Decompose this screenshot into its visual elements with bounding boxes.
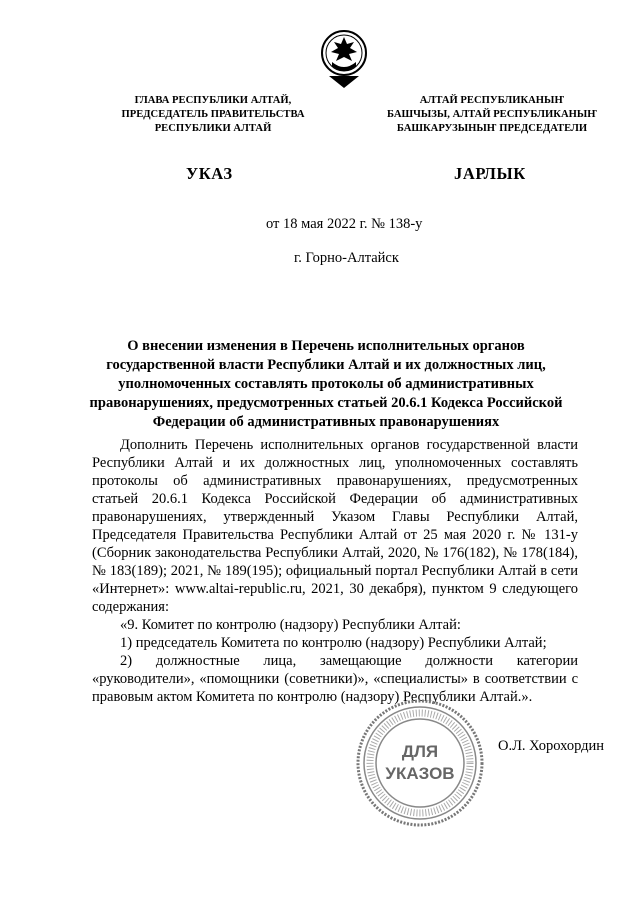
body-paragraph: 2) должностные лица, замещающие должности категории «руководители», «помощники (советники)», «специалисты» в соответствии с правовым актом Комитета по контролю (надзору) Республики Алтай.». [92, 653, 578, 705]
stamp-seal [354, 697, 486, 829]
header-left-line: ГЛАВА РЕСПУБЛИКИ АЛТАЙ, [134, 95, 292, 106]
document-title [82, 337, 570, 432]
stamp-text-line2: УКАЗОВ [385, 764, 455, 783]
header-left-line: РЕСПУБЛИКИ АЛТАЙ [154, 123, 272, 134]
body-paragraph: «9. Комитет по контролю (надзору) Республики Алтай: [120, 617, 461, 633]
title-jarlyk: JАРЛЫК [454, 164, 526, 183]
stamp-text-line1: ДЛЯ [401, 742, 439, 761]
document-title-line: правонарушениях, предусмотренных статьей 20.6.1 Кодекса Российской [89, 395, 563, 411]
header-right [354, 94, 630, 136]
date-line: от 18 мая 2022 г. № 138-у [266, 216, 423, 232]
title-ukaz: УКАЗ [186, 164, 233, 183]
document-title-line: уполномоченных составлять протоколы об административных [118, 376, 534, 392]
header-right-line: БАШКАРУЗЫНЫҤ ПРЕДСЕДАТЕЛИ [396, 123, 588, 134]
signature-name: О.Л. Хорохордин [498, 738, 605, 754]
document-title-line: Федерации об административных правонарушениях [152, 414, 500, 430]
header-right-line: АЛТАЙ РЕСПУБЛИКАНЫҤ [419, 95, 565, 106]
body-paragraph: 1) председатель Комитета по контролю (надзору) Республики Алтай; [120, 635, 547, 651]
body-paragraph: Дополнить Перечень исполнительных органов государственной власти Республики Алтай и их должностных лиц, уполномоченных составлять протоколы об административных правонарушениях, предусмотренных статьей 20.6.1 Кодекса Российской Федерации об административных правонарушениях, утвержденный Указом Главы Республики Алтай, Председателя Правительства Республики Алтай от 25 мая 2020 г. № 131-у (Сборник законодательства Республики Алтай, 2020, № 176(182), № 178(184), № 183(189); 2021, № 189(195); официальный портал Республики Алтай в сети «Интернет»: www.altai-republic.ru, 2021, 30 декабря), пунктом 9 следующего содержания: [92, 437, 578, 615]
document-title-line: О внесении изменения в Перечень исполнительных органов [127, 338, 525, 354]
header-left-line: ПРЕДСЕДАТЕЛЬ ПРАВИТЕЛЬСТВА [121, 109, 305, 120]
city-line: г. Горно-Алтайск [294, 250, 399, 266]
document-title-line: государственной власти Республики Алтай и их должностных лиц, [106, 357, 546, 373]
header-left [100, 94, 326, 136]
coat-of-arms-icon [319, 28, 369, 90]
header-right-line: БАШЧЫЗЫ, АЛТАЙ РЕСПУБЛИКАНЫҤ [386, 109, 598, 120]
document-body [92, 436, 578, 706]
